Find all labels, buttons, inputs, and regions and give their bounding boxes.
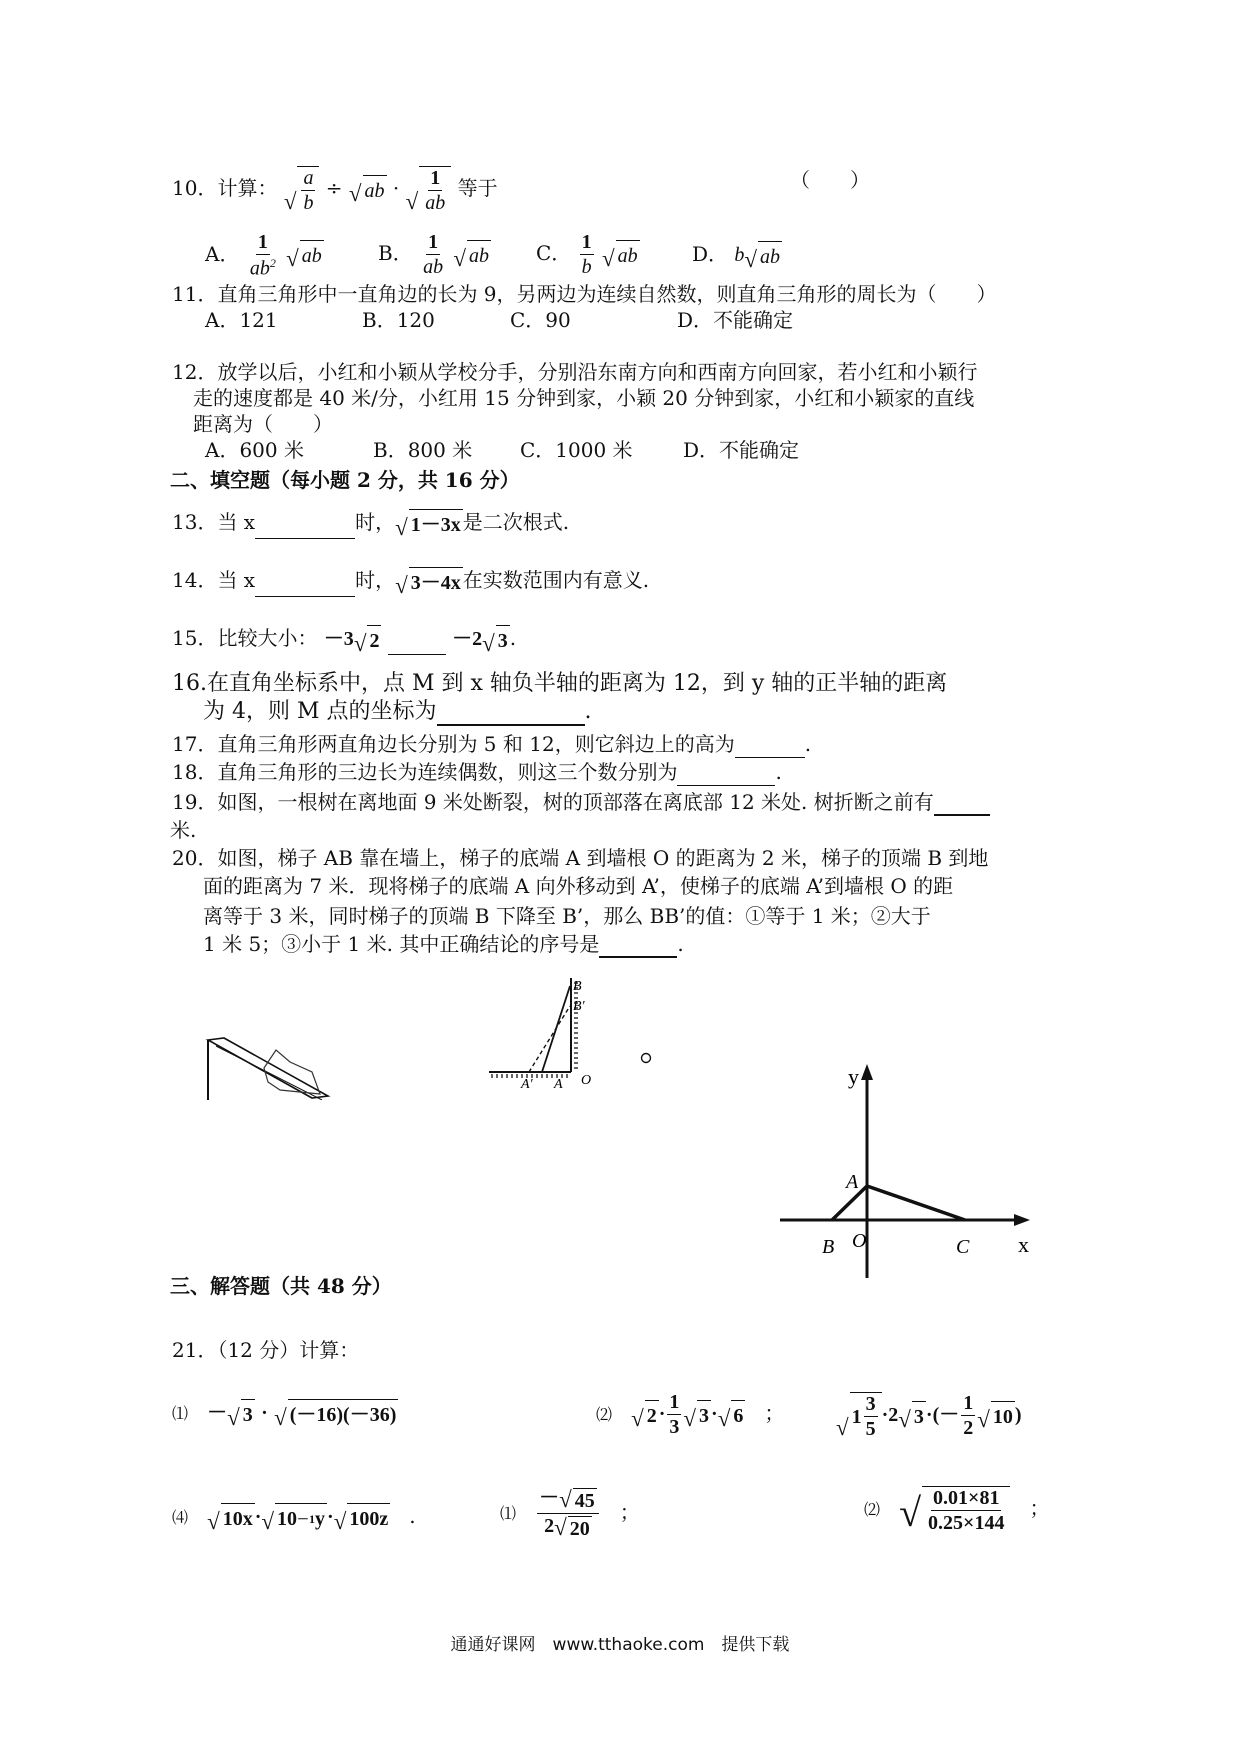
question-18: 18．直角三角形的三边长为连续偶数，则这三个数分别为 .: [172, 760, 782, 784]
question-17: 17．直角三角形两直角边长分别为 5 和 12，则它斜边上的高为 .: [172, 732, 812, 756]
question-12-line3: 距离为（ ）: [193, 412, 333, 436]
q12-option-d: D．不能确定: [683, 438, 800, 462]
question-16-line1: 16.在直角坐标系中，点 M 到 x 轴负半轴的距离为 12，到 y 轴的正半轴的距离: [172, 671, 948, 696]
q10-option-a: A． $\frac{1}{ab^2}$ √ ab: [205, 231, 322, 280]
q11-option-a: A．121: [205, 308, 278, 332]
label-b: B: [822, 1236, 835, 1258]
q11-option-b: B．120: [362, 308, 435, 332]
question-19-line1: 19．如图，一根树在离地面 9 米处断裂，树的顶部落在离底部 12 米处. 树折断之前有: [172, 788, 990, 816]
q21-part-1: ⑴ － √ 3 · √ (－16)(－36): [172, 1398, 398, 1429]
label-a: A: [554, 1077, 563, 1092]
label-c: C: [956, 1236, 970, 1258]
q10-option-d: D． b √ ab: [692, 242, 781, 272]
q11-option-d: D．不能确定: [677, 308, 794, 332]
question-16-line2: 为 4，则 M 点的坐标为 .: [203, 699, 592, 724]
question-20-line3: 离等于 3 米，同时梯子的顶端 B 下降至 B’，那么 BB’的值：①等于 1 米；②大于: [203, 904, 931, 928]
label-a-prime: A′: [521, 1077, 533, 1092]
answer-blank[interactable]: [437, 702, 585, 726]
label-o: O: [852, 1230, 867, 1252]
question-21-heading: 21．（12 分）计算：: [172, 1338, 360, 1362]
q21-part-5: ⑴ － √ 45 2 √ 20 ；: [500, 1487, 640, 1540]
answer-blank[interactable]: [388, 632, 446, 655]
y-axis-arrow: [861, 1064, 873, 1080]
coordinate-figure: [760, 1060, 1050, 1280]
question-10: 10．计算： √ $\frac{a}{b}$ ÷ √ ab · √ $\frac{1}{ab}$ 等于: [172, 167, 498, 214]
q12-option-a: A．600 米: [205, 438, 304, 462]
q21-part-3: √ 1 $\frac{3}{5}$ ·2 √ 3 ·(－ $\frac{1}{2}$ √ 10 ): [836, 1392, 1022, 1440]
sqrt-ab: √ ab: [349, 175, 387, 205]
ladder-figure: [485, 972, 605, 1096]
answer-blank[interactable]: [599, 934, 677, 958]
answer-blank[interactable]: [677, 763, 775, 786]
sqrt-1-over-ab: √ $\frac{1}{ab}$: [406, 166, 452, 213]
answer-blank[interactable]: [255, 516, 355, 539]
label-y: y: [848, 1064, 859, 1089]
label-a: A: [846, 1171, 859, 1193]
question-12-line1: 12．放学以后，小红和小颖从学校分手，分别沿东南方向和西南方向回家，若小红和小颖行: [172, 360, 978, 384]
answer-blank[interactable]: [255, 574, 355, 597]
branch-line: [216, 1046, 322, 1100]
q12-option-c: C．1000 米: [520, 438, 633, 462]
question-12-line2: 走的速度都是 40 米/分，小红用 15 分钟到家，小颖 20 分钟到家，小红和小颖家的直线: [193, 386, 975, 410]
label-o: O: [581, 1073, 592, 1088]
q10-option-b: B． $\frac{1}{ab}$ √ ab: [378, 231, 490, 278]
ladder-a2b2: [529, 1006, 570, 1072]
small-circle-mark: [638, 1050, 654, 1066]
question-15: 15．比较大小： －3 √ 2 －2 √ 3 .: [172, 626, 517, 656]
x-axis-arrow: [1014, 1214, 1030, 1226]
fallen-top: [208, 1038, 328, 1098]
answer-blank[interactable]: [735, 735, 805, 758]
q21-part-4: ⑷ √ 10x · √ 10 －1 y · √ 100z .: [172, 1504, 416, 1534]
label-b: B: [573, 979, 582, 994]
label-x: x: [1018, 1232, 1029, 1257]
section-3-heading: 三、解答题（共 48 分）: [170, 1274, 392, 1298]
q21-part-6: ⑵ √ $\frac{0.01\times 81}{0.25\times 144}$ ；: [864, 1487, 1050, 1535]
question-13: 13．当 x 时， √ 1－3x 是二次根式.: [172, 510, 570, 540]
question-14: 14．当 x 时， √ 3－4x 在实数范围内有意义.: [172, 568, 650, 598]
question-20-line2: 面的距离为 7 米．现将梯子的底端 A 向外移动到 A’，使梯子的底端 A’到墙根 O 的距: [203, 874, 954, 898]
broken-tree-figure: [180, 1020, 420, 1100]
sqrt-a-over-b: √ $\frac{a}{b}$: [284, 166, 320, 213]
q11-option-c: C．90: [510, 308, 571, 332]
section-2-heading: 二、填空题（每小题 2 分，共 16 分）: [170, 468, 520, 492]
page-footer: 通通好课网 www.tthaoke.com 提供下载: [450, 1635, 790, 1655]
label-b-prime: B′: [573, 999, 585, 1014]
q10-option-c: C． $\frac{1}{b}$ √ ab: [536, 231, 638, 278]
question-20-line1: 20．如图，梯子 AB 靠在墙上，梯子的底端 A 到墙根 O 的距离为 2 米，梯子的顶端 B 到地: [172, 846, 989, 870]
question-19-line2: 米.: [170, 818, 197, 842]
question-10-bracket: （ ）: [790, 168, 870, 192]
q21-part-2: ⑵ √ 2 · $\frac{1}{3}$ √ 3 · √ 6 ；: [596, 1391, 785, 1438]
answer-blank[interactable]: [934, 792, 990, 816]
q12-option-b: B．800 米: [373, 438, 473, 462]
question-11: 11．直角三角形中一直角边的长为 9，另两边为连续自然数，则直角三角形的周长为（ ）: [172, 282, 997, 306]
question-20-line4: 1 米 5；③小于 1 米. 其中正确结论的序号是 .: [203, 932, 684, 956]
